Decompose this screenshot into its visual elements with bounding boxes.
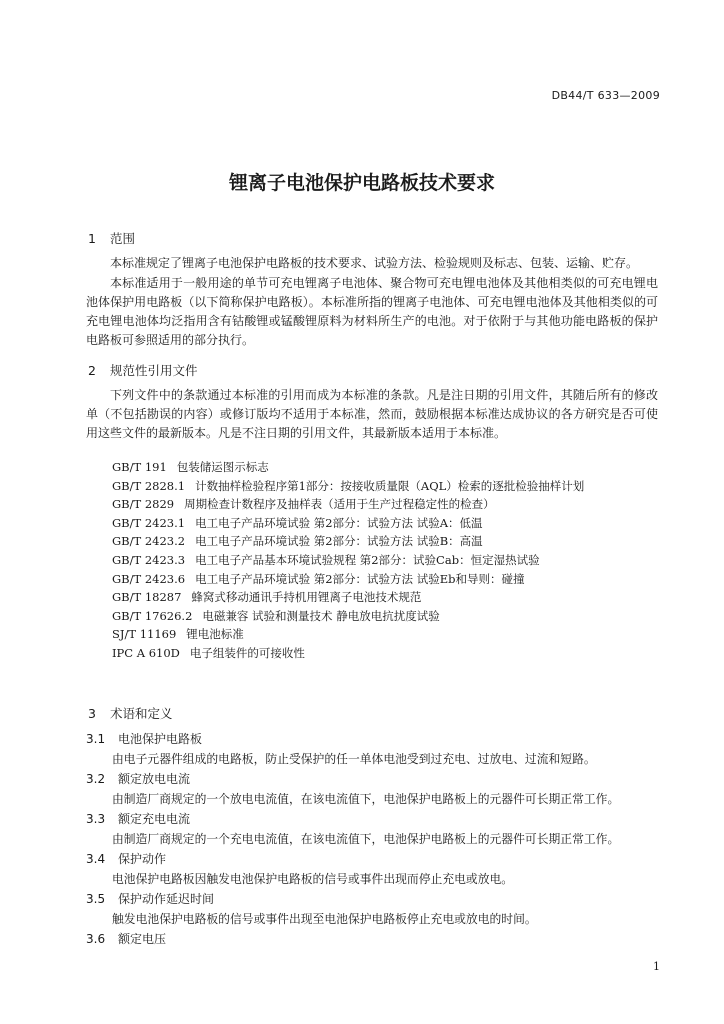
reference-code: GB/T 2423.3 <box>112 552 186 567</box>
reference-code: GB/T 18287 <box>112 590 182 605</box>
reference-title: 包装储运图示标志 <box>176 460 269 474</box>
term-definition: 电池保护电路板因触发电池保护电路板的信号或事件出现而停止充电或放电。 <box>112 872 514 886</box>
reference-code: GB/T 191 <box>112 460 167 474</box>
reference-title: 锂电池标准 <box>186 627 244 642</box>
page-number: 1 <box>653 960 660 973</box>
term-name: 额定放电电流 <box>118 772 191 786</box>
reference-item <box>112 514 584 533</box>
reference-title: 周期检查计数程序及抽样表（适用于生产过程稳定性的检查） <box>184 497 495 512</box>
reference-title: 蜂窝式移动通讯手持机用锂离子电池技术规范 <box>191 590 422 605</box>
reference-item <box>112 458 584 477</box>
term-name: 额定充电电流 <box>118 812 191 826</box>
section-1-heading <box>88 229 135 247</box>
section-title: 术语和定义 <box>110 706 173 721</box>
reference-code: GB/T 2423.6 <box>112 571 186 586</box>
standard-code: DB44/T 633—2009 <box>551 89 660 102</box>
section-1-paragraph: 本标准适用于一般用途的单节可充电锂离子电池体、聚合物可充电锂电池体及其他相类似的可充电锂电池体保护用电路板（以下简称保护电路板）。本标准所指的锂离子电池体、可充电锂电池体及其他相类似的可充电锂电池体均泛指用含有钴酸锂或锰酸锂原料为材料所生产的电池。对于依附于与其他功能电路板的保护电路板可参照适用的部分执行。 <box>86 276 658 347</box>
reference-code: GB/T 2829 <box>112 497 175 512</box>
section-3-heading <box>88 704 173 722</box>
term-number: 3.6 <box>86 932 106 946</box>
reference-title: 计数抽样检验程序第1部分：按接收质量限（AQL）检索的逐批检验抽样计划 <box>195 478 585 493</box>
reference-title: 电磁兼容 试验和测量技术 静电放电抗扰度试验 <box>202 608 440 623</box>
reference-item <box>112 477 584 496</box>
term-number: 3.2 <box>86 772 106 786</box>
term-heading <box>86 810 190 827</box>
term-name: 额定电压 <box>118 932 167 946</box>
term-number: 3.4 <box>86 852 106 866</box>
document-title: 锂离子电池保护电路板技术要求 <box>228 172 495 194</box>
reference-item <box>112 588 584 607</box>
reference-item <box>112 570 584 589</box>
section-title: 规范性引用文件 <box>110 363 198 378</box>
term-number: 3.1 <box>86 732 106 746</box>
term-heading <box>86 770 190 787</box>
term-definition: 由制造厂商规定的一个充电电流值，在该电流值下，电池保护电路板上的元器件可长期正常工作。 <box>112 832 620 846</box>
normative-reference-list <box>112 458 584 663</box>
term-definition: 由制造厂商规定的一个放电电流值，在该电流值下，电池保护电路板上的元器件可长期正常工作。 <box>112 792 620 806</box>
term-number: 3.3 <box>86 812 106 826</box>
term-name: 保护动作延迟时间 <box>118 892 215 906</box>
term-definition: 触发电池保护电路板的信号或事件出现至电池保护电路板停止充电或放电的时间。 <box>112 912 537 926</box>
reference-code: IPC A 610D <box>112 645 180 660</box>
reference-code: GB/T 2423.2 <box>112 534 186 549</box>
section-title: 范围 <box>110 231 136 246</box>
reference-code: GB/T 17626.2 <box>112 608 193 623</box>
section-1-paragraph: 本标准规定了锂离子电池保护电路板的技术要求、试验方法、检验规则及标志、包装、运输、贮存。 <box>110 256 639 270</box>
term-heading <box>86 890 214 907</box>
reference-title: 电工电子产品环境试验 第2部分：试验方法 试验A：低温 <box>195 515 483 530</box>
term-number: 3.5 <box>86 892 106 906</box>
reference-title: 电工电子产品基本环境试验规程 第2部分：试验Cab：恒定湿热试验 <box>195 552 540 567</box>
reference-code: GB/T 2423.1 <box>112 515 186 530</box>
term-name: 电池保护电路板 <box>118 732 203 746</box>
reference-title: 电工电子产品环境试验 第2部分：试验方法 试验B：高温 <box>195 534 483 549</box>
section-number: 1 <box>88 231 96 246</box>
term-heading <box>86 930 166 947</box>
reference-code: GB/T 2828.1 <box>112 478 186 493</box>
reference-item <box>112 532 584 551</box>
reference-title: 电子组装件的可接收性 <box>189 645 305 660</box>
reference-item <box>112 625 584 644</box>
section-number: 2 <box>88 363 96 378</box>
reference-item <box>112 551 584 570</box>
section-2-heading <box>88 361 198 379</box>
reference-code: SJ/T 11169 <box>112 627 177 642</box>
section-2-paragraph: 下列文件中的条款通过本标准的引用而成为本标准的条款。凡是注日期的引用文件，其随后所有的修改单（不包括勘误的内容）或修订版均不适用于本标准，然而，鼓励根据本标准达成协议的各方研究是否可使用这些文件的最新版本。凡是不注日期的引用文件，其最新版本适用于本标准。 <box>86 388 658 440</box>
term-heading <box>86 850 166 867</box>
section-number: 3 <box>88 706 96 721</box>
reference-item <box>112 607 584 626</box>
term-name: 保护动作 <box>118 852 167 866</box>
term-heading <box>86 730 202 747</box>
reference-item <box>112 495 584 514</box>
term-definition: 由电子元器件组成的电路板，防止受保护的任一单体电池受到过充电、过放电、过流和短路。 <box>112 752 596 766</box>
reference-title: 电工电子产品环境试验 第2部分：试验方法 试验Eb和导则：碰撞 <box>195 571 525 586</box>
reference-item <box>112 644 584 663</box>
